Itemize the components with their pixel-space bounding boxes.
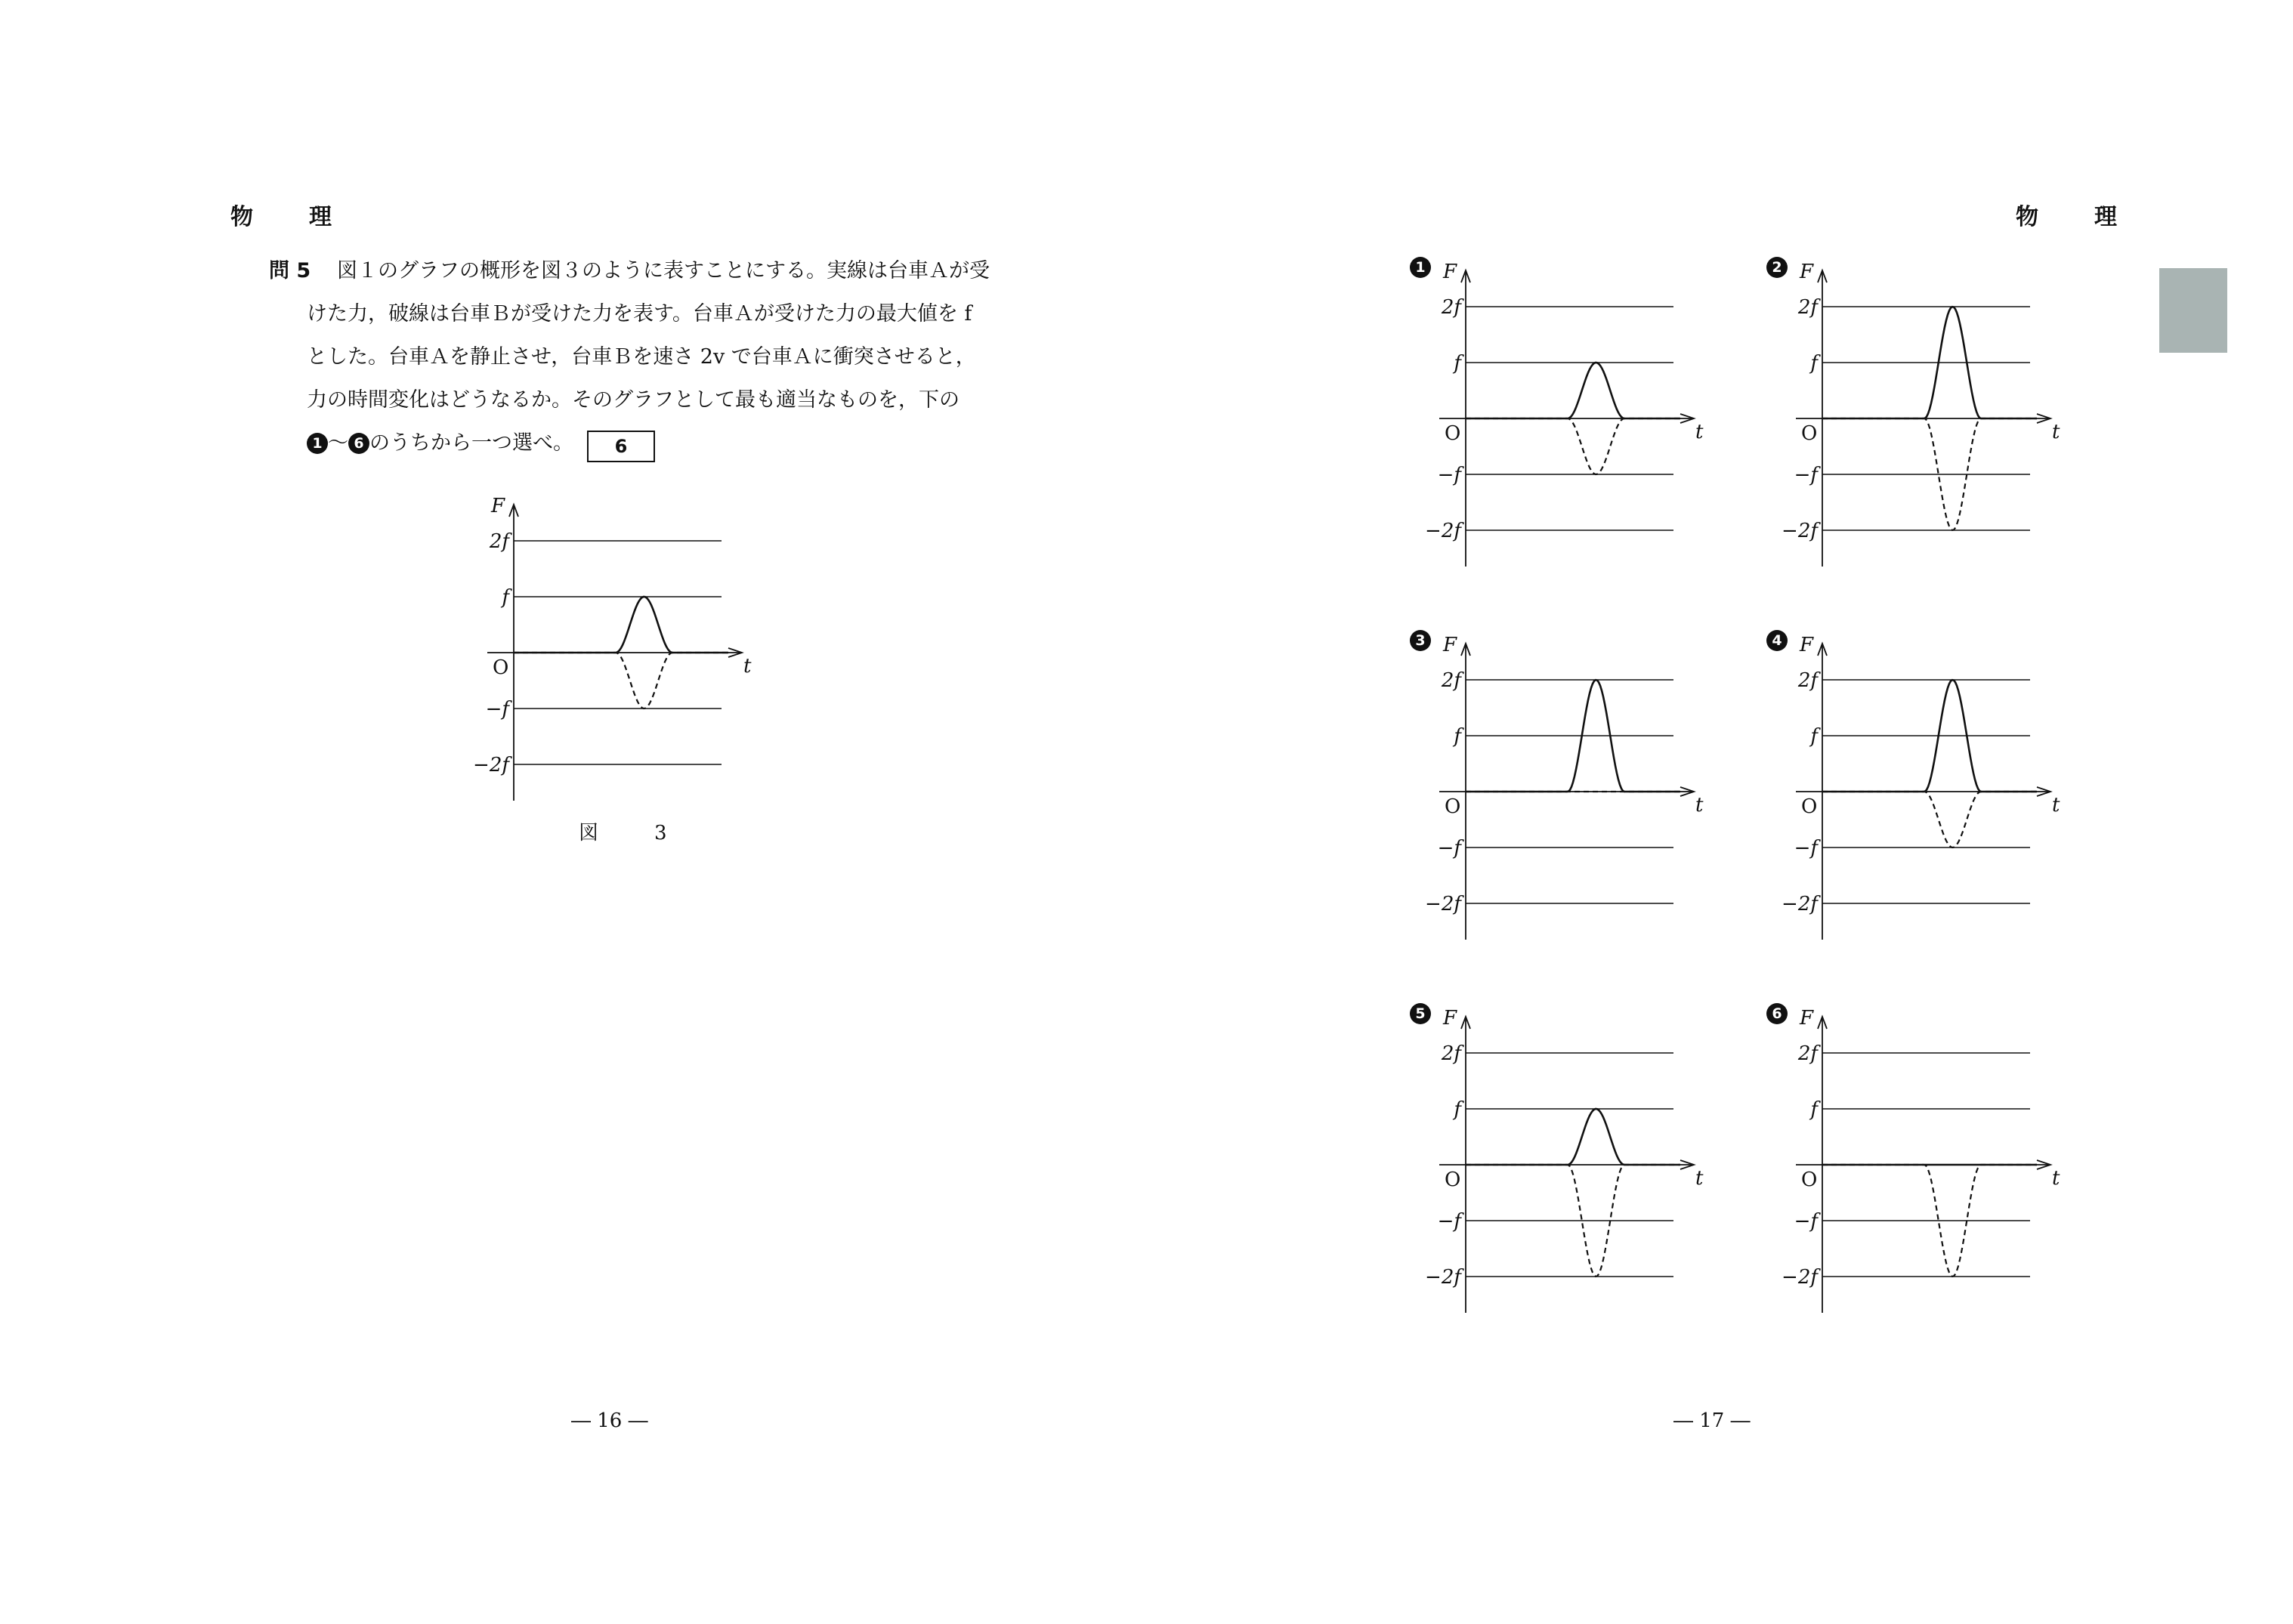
y-tick-label: 2f (1797, 296, 1818, 319)
y-tick-label: −2f (473, 754, 509, 776)
y-tick-label: 2f (1441, 1042, 1461, 1065)
question-label: 問 5 (269, 259, 311, 283)
y-tick-label: −2f (1782, 893, 1818, 915)
x-axis-label: t (1695, 421, 1704, 443)
figure-caption: 図 3 (579, 822, 685, 844)
y-axis-label: F (1800, 634, 1814, 656)
y-tick-label: −2f (1782, 520, 1818, 542)
question-line-1: 図１のグラフの概形を図３のように表すことにする。実線は台車Ａが受 (337, 259, 990, 283)
y-tick-label: f (502, 586, 509, 609)
option-1-graph[interactable] (1405, 257, 1723, 574)
page-number-left: ― 16 ― (571, 1409, 648, 1432)
y-tick-label: 2f (1441, 669, 1461, 692)
figure-3-graph (453, 491, 771, 808)
y-tick-label: −f (1794, 464, 1818, 486)
y-tick-label: f (1454, 352, 1461, 375)
option-4-graph[interactable] (1762, 630, 2079, 947)
y-tick-label: 2f (1797, 669, 1818, 692)
y-tick-label: −f (485, 698, 509, 721)
range-end-badge: 6 (348, 433, 369, 454)
option-6-graph[interactable] (1762, 1003, 2079, 1320)
origin-label: O (1445, 422, 1461, 445)
series-cart-b-dashed (514, 653, 728, 709)
option-badge-5[interactable]: 5 (1410, 1003, 1431, 1024)
y-tick-label: −f (1437, 1210, 1461, 1233)
option-5-graph[interactable] (1405, 1003, 1723, 1320)
y-tick-label: −2f (1425, 893, 1461, 915)
series-cart-b-dashed (1822, 792, 2037, 848)
x-axis-label: t (743, 655, 752, 678)
section-tab-marker (2159, 268, 2227, 353)
range-start-badge: 1 (307, 433, 328, 454)
x-axis-label: t (2052, 421, 2060, 443)
y-tick-label: f (1810, 725, 1818, 748)
option-badge-3[interactable]: 3 (1410, 630, 1431, 651)
series-cart-a-solid (1466, 363, 1680, 418)
option-2-graph[interactable] (1762, 257, 2079, 574)
y-tick-label: f (1454, 725, 1461, 748)
y-tick-label: 2f (1441, 296, 1461, 319)
series-cart-a-solid (1466, 1109, 1680, 1165)
option-badge-2[interactable]: 2 (1766, 257, 1788, 278)
series-cart-a-solid (514, 597, 728, 653)
y-tick-label: f (1810, 1098, 1818, 1121)
question-line-5 (307, 421, 655, 465)
x-axis-label: t (2052, 794, 2060, 817)
origin-label: O (1445, 795, 1461, 818)
y-tick-label: −f (1437, 837, 1461, 860)
page-number-right: ― 17 ― (1673, 1409, 1751, 1432)
series-cart-b-dashed (1466, 418, 1680, 474)
origin-label: O (1801, 795, 1818, 818)
origin-label: O (1801, 1169, 1818, 1191)
question-line-3: とした。台車Ａを静止させ，台車Ｂを速さ 2v で台車Ａに衝突させると， (307, 345, 976, 369)
origin-label: O (493, 656, 509, 679)
y-tick-label: −f (1794, 1210, 1818, 1233)
option-3-graph[interactable] (1405, 630, 1723, 947)
x-axis-label: t (2052, 1167, 2060, 1190)
y-tick-label: −2f (1425, 1266, 1461, 1289)
y-axis-label: F (1443, 261, 1457, 283)
answer-box[interactable]: 6 (587, 431, 655, 462)
x-axis-label: t (1695, 1167, 1704, 1190)
y-tick-label: f (1454, 1098, 1461, 1121)
x-axis-label: t (1695, 794, 1704, 817)
question-line-5-text: のうちから一つ選べ。 (369, 431, 573, 455)
option-badge-4[interactable]: 4 (1766, 630, 1788, 651)
option-badge-1[interactable]: 1 (1410, 257, 1431, 278)
subject-heading-left: 物 理 (230, 204, 348, 230)
y-axis-label: F (1800, 261, 1814, 283)
range-separator: 〜 (328, 431, 348, 455)
y-tick-label: −f (1437, 464, 1461, 486)
y-axis-label: F (1800, 1007, 1814, 1030)
y-tick-label: −2f (1782, 1266, 1818, 1289)
y-tick-label: f (1810, 352, 1818, 375)
y-axis-label: F (1443, 1007, 1457, 1030)
y-tick-label: 2f (1797, 1042, 1818, 1065)
subject-heading-right: 物 理 (2016, 204, 2134, 230)
origin-label: O (1801, 422, 1818, 445)
y-tick-label: 2f (489, 530, 509, 553)
y-axis-label: F (491, 495, 505, 517)
question-line-4: 力の時間変化はどうなるか。そのグラフとして最も適当なものを，下の (307, 388, 960, 412)
question-line-2: けた力，破線は台車Ｂが受けた力を表す。台車Ａが受けた力の最大値を f (307, 302, 972, 326)
y-tick-label: −2f (1425, 520, 1461, 542)
y-tick-label: −f (1794, 837, 1818, 860)
y-axis-label: F (1443, 634, 1457, 656)
origin-label: O (1445, 1169, 1461, 1191)
option-badge-6[interactable]: 6 (1766, 1003, 1788, 1024)
